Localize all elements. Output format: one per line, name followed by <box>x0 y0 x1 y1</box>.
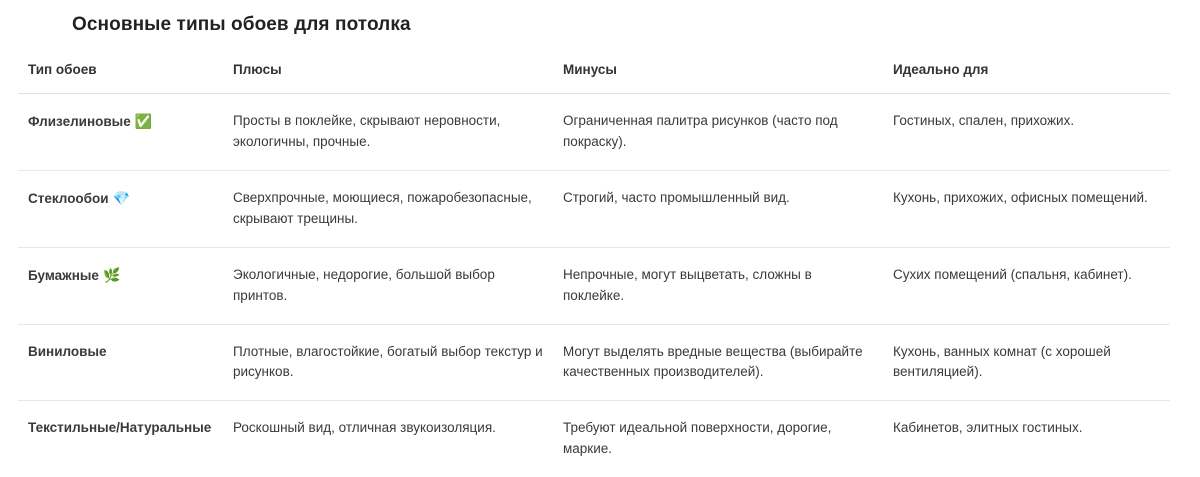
column-header-cons: Минусы <box>553 56 883 94</box>
cell-type <box>18 401 223 477</box>
wallpaper-types-table <box>18 56 1170 477</box>
cell-ideal: Кабинетов, элитных гостиных. <box>883 401 1170 477</box>
cell-cons: Непрочные, могут выцветать, сложны в поклейке. <box>553 247 883 324</box>
page-title: Основные типы обоев для потолка <box>0 0 1200 36</box>
cell-type <box>18 247 223 324</box>
cell-pros: Экологичные, недорогие, большой выбор принтов. <box>223 247 553 324</box>
cell-cons: Требуют идеальной поверхности, дорогие, маркие. <box>553 401 883 477</box>
type-label: Флизелиновые <box>28 114 131 129</box>
type-label: Стеклообои <box>28 191 109 206</box>
table-row <box>18 247 1170 324</box>
table-row <box>18 324 1170 401</box>
cell-pros: Роскошный вид, отличная звукоизоляция. <box>223 401 553 477</box>
cell-type <box>18 324 223 401</box>
column-header-ideal: Идеально для <box>883 56 1170 94</box>
table-body <box>18 94 1170 477</box>
cell-pros: Плотные, влагостойкие, богатый выбор текстур и рисунков. <box>223 324 553 401</box>
check-mark-icon: ✅ <box>135 113 152 129</box>
herb-icon: 🌿 <box>103 267 120 283</box>
table-row <box>18 401 1170 477</box>
type-label: Бумажные <box>28 268 99 283</box>
table-header <box>18 56 1170 94</box>
cell-cons: Строгий, часто промышленный вид. <box>553 170 883 247</box>
type-label: Виниловые <box>28 344 106 359</box>
cell-pros: Сверхпрочные, моющиеся, пожаробезопасные, скрывают трещины. <box>223 170 553 247</box>
column-header-type: Тип обоев <box>18 56 223 94</box>
cell-ideal: Кухонь, прихожих, офисных помещений. <box>883 170 1170 247</box>
table-row <box>18 170 1170 247</box>
cell-cons: Ограниченная палитра рисунков (часто под покраску). <box>553 94 883 171</box>
type-label: Текстильные/Натуральные <box>28 420 211 435</box>
table-row <box>18 94 1170 171</box>
cell-type <box>18 94 223 171</box>
column-header-pros: Плюсы <box>223 56 553 94</box>
cell-pros: Просты в поклейке, скрывают неровности, экологичны, прочные. <box>223 94 553 171</box>
cell-cons: Могут выделять вредные вещества (выбирайте качественных производителей). <box>553 324 883 401</box>
cell-type <box>18 170 223 247</box>
left-accent-bar <box>0 0 4 416</box>
cell-ideal: Гостиных, спален, прихожих. <box>883 94 1170 171</box>
table-header-row <box>18 56 1170 94</box>
gem-icon: 💎 <box>113 190 130 206</box>
cell-ideal: Кухонь, ванных комнат (с хорошей вентиляцией). <box>883 324 1170 401</box>
cell-ideal: Сухих помещений (спальня, кабинет). <box>883 247 1170 324</box>
